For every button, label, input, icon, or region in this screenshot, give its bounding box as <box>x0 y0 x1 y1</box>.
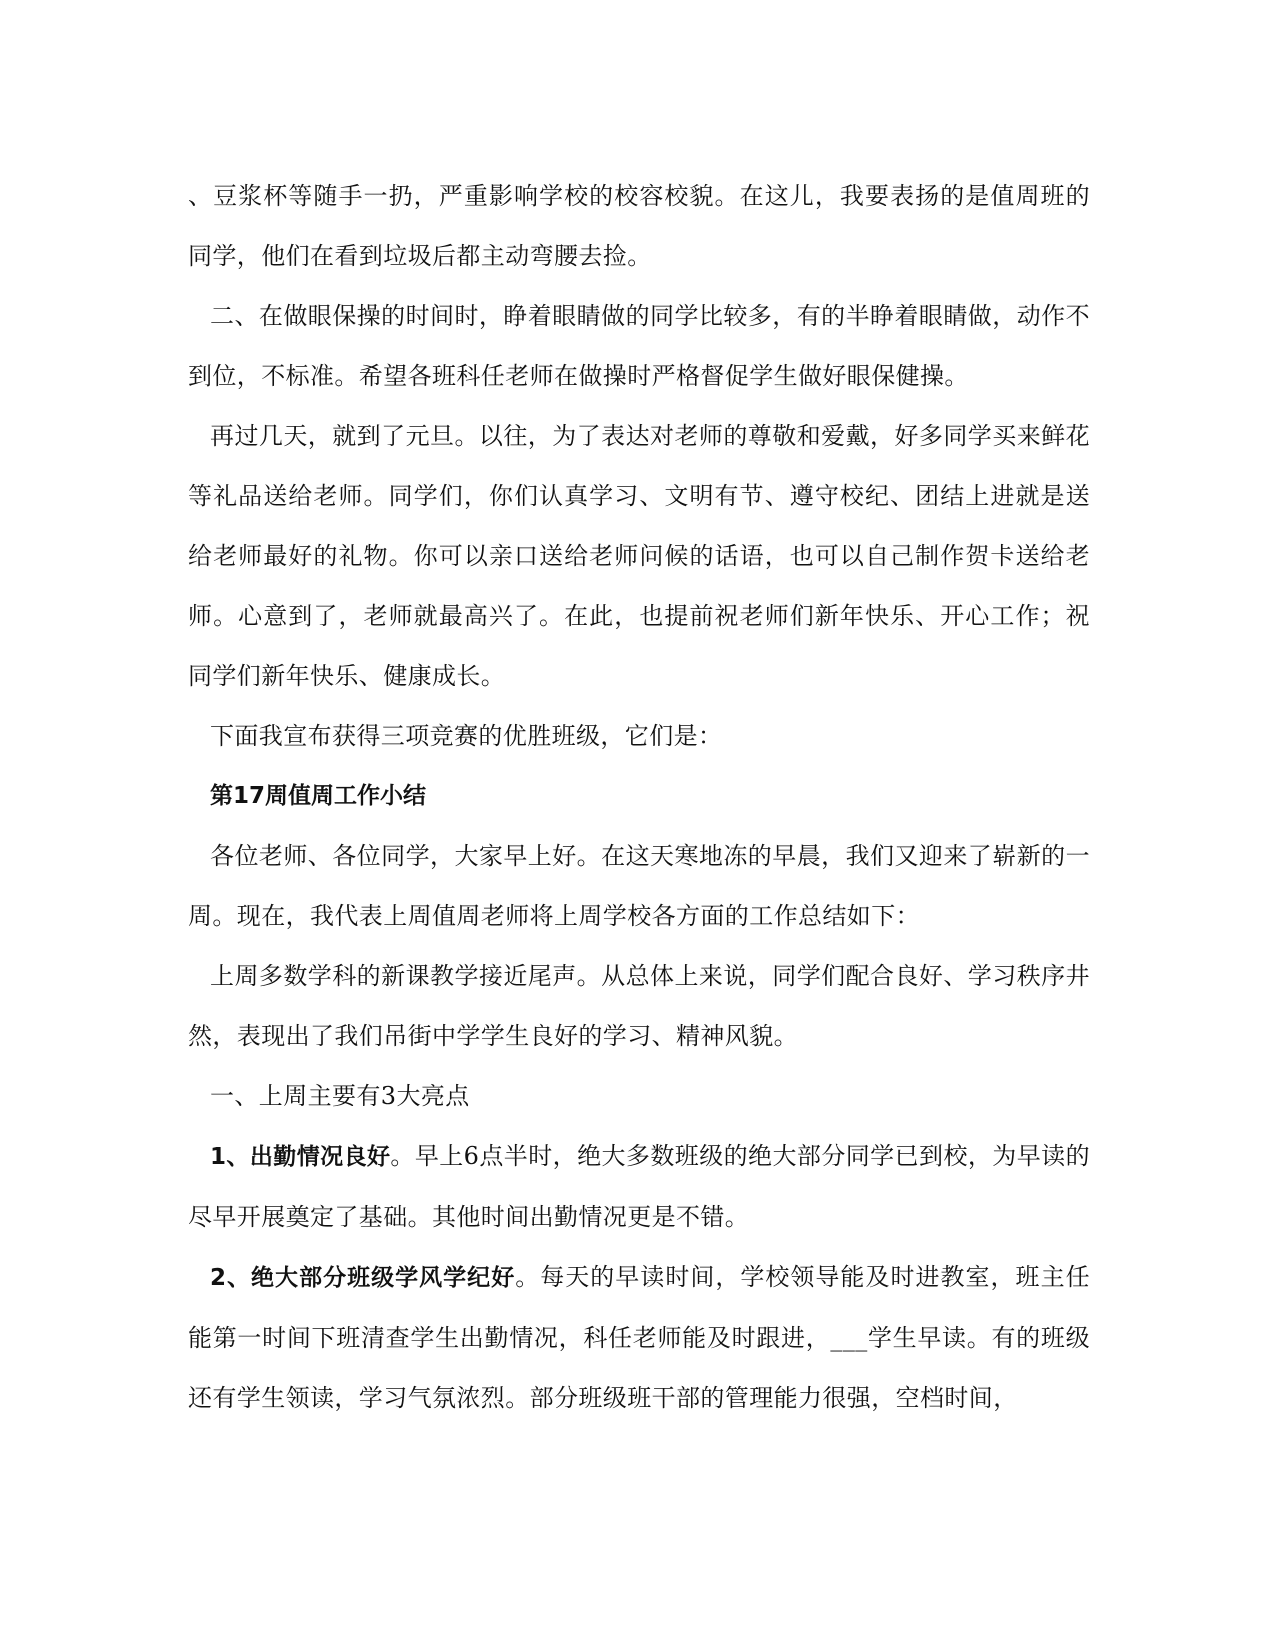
document-page <box>188 166 1090 1428</box>
paragraph-study-discipline <box>188 1247 1090 1428</box>
paragraph-greeting: 各位老师、各位同学，大家早上好。在这天寒地冻的早晨，我们又迎来了崭新的一周。现在，我代表上周值周老师将上周学校各方面的工作总结如下： <box>188 842 1090 930</box>
paragraph-attendance <box>188 1126 1090 1247</box>
paragraph-highlights-title: 一、上周主要有3大亮点 <box>210 1082 470 1110</box>
study-discipline-lead: 2、绝大部分班级学风学纪好 <box>210 1265 516 1291</box>
paragraph-overview: 上周多数学科的新课教学接近尾声。从总体上来说，同学们配合良好、学习秩序井然，表现出了我们吊街中学学生良好的学习、精神风貌。 <box>188 962 1090 1050</box>
paragraph-litter: 、豆浆杯等随手一扔，严重影响学校的校容校貌。在这儿，我要表扬的是值周班的同学，他们在看到垃圾后都主动弯腰去捡。 <box>188 182 1090 270</box>
paragraph-winners: 下面我宣布获得三项竞赛的优胜班级，它们是： <box>210 722 723 750</box>
attendance-lead: 1、出勤情况良好 <box>210 1144 391 1170</box>
study-discipline-text: 。每天的早读时间，学校领导能及时进教室，班主任能第一时间下班清查学生出勤情况，科任老师能及时跟进，___学生早读。有的班级还有学生领读，学习气氛浓烈。部分班级班干部的管理能力很强，空档时间， <box>188 1263 1090 1412</box>
paragraph-eye-exercise: 二、在做眼保操的时间时，睁着眼睛做的同学比较多，有的半睁着眼睛做，动作不到位，不标准。希望各班科任老师在做操时严格督促学生做好眼保健操。 <box>188 302 1090 390</box>
paragraph-new-year: 再过几天，就到了元旦。以往，为了表达对老师的尊敬和爱戴，好多同学买来鲜花等礼品送给老师。同学们，你们认真学习、文明有节、遵守校纪、团结上进就是送给老师最好的礼物。你可以亲口送给老师问候的话语，也可以自己制作贺卡送给老师。心意到了，老师就最高兴了。在此，也提前祝老师们新年快乐、开心工作；祝同学们新年快乐、健康成长。 <box>188 422 1090 690</box>
attendance-text: 。早上6点半时，绝大多数班级的绝大部分同学已到校，为早读的尽早开展奠定了基础。其他时间出勤情况更是不错。 <box>188 1142 1090 1231</box>
section-heading: 第17周值周工作小结 <box>210 783 427 809</box>
